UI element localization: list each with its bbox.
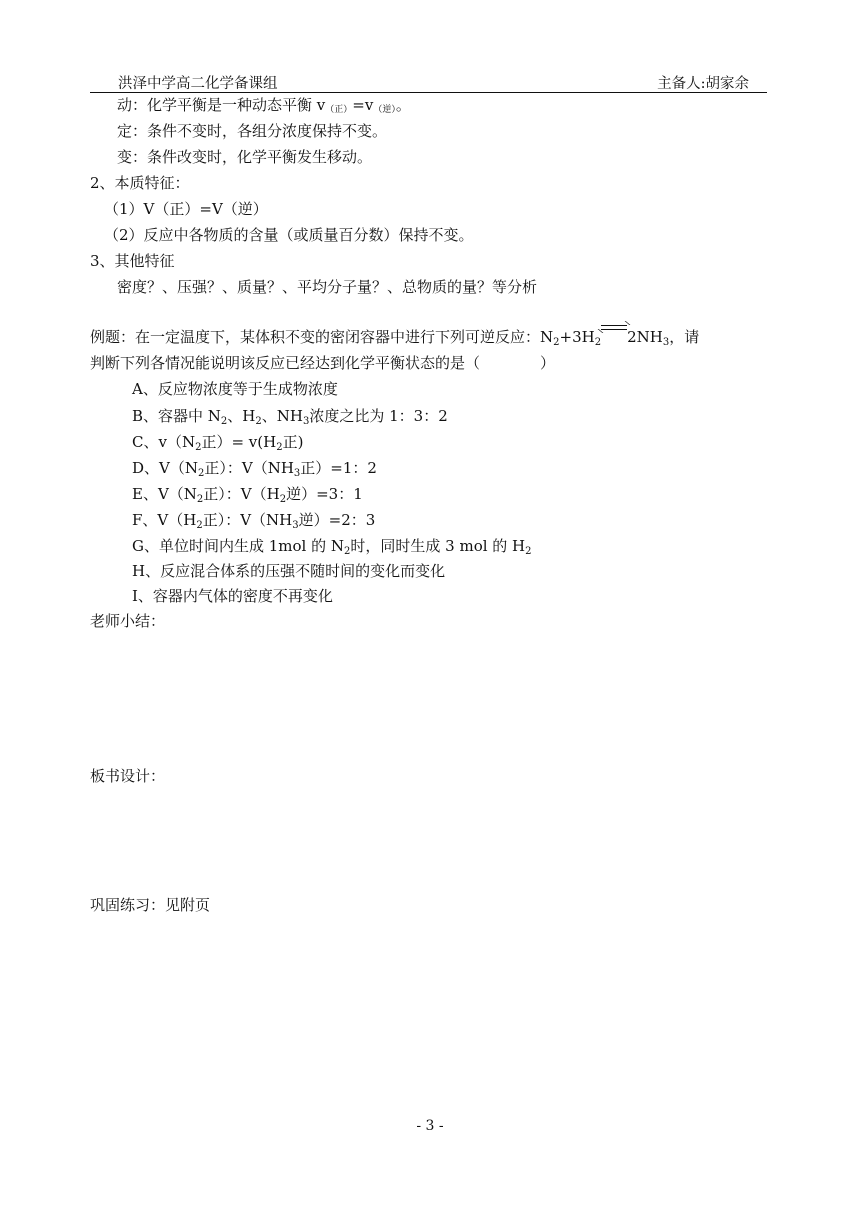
equilibrium-arrow-icon bbox=[601, 331, 627, 345]
section-2-title: 2、本质特征： bbox=[90, 174, 190, 192]
option-f: F、$V(H_2$正）：$V(NH_3$逆）=2：3 bbox=[132, 511, 376, 531]
feature-ding: 定：条件不变时，各组分浓度保持不变。 bbox=[117, 122, 388, 140]
header-left: 洪泽中学高二化学备课组 bbox=[118, 76, 278, 92]
section-3-title: 3、其他特征 bbox=[90, 252, 175, 270]
option-i: I、容器内气体的密度不再变化 bbox=[132, 587, 333, 605]
option-h: H、反应混合体系的压强不随时间的变化而变化 bbox=[132, 562, 446, 580]
teacher-summary-label: 老师小结： bbox=[90, 612, 166, 630]
feature-bian: 变：条件改变时，化学平衡发生移动。 bbox=[117, 148, 373, 166]
example-line-2: 判断下列各情况能说明该反应已经达到化学平衡状态的是（ ） bbox=[90, 354, 556, 372]
option-a: A、反应物浓度等于生成物浓度 bbox=[132, 380, 338, 398]
page-number: - 3 - bbox=[416, 1118, 444, 1134]
option-e: E、$V(N_2$正）：$V(H_2$逆）=3：1 bbox=[132, 485, 363, 505]
section-3-text: 密度？、压强？、质量？、平均分子量？、总物质的量？等分析 bbox=[117, 278, 538, 296]
header-right: 主备人:胡家余 bbox=[657, 76, 749, 92]
practice-label: 巩固练习：见附页 bbox=[90, 896, 211, 914]
board-design-label: 板书设计： bbox=[90, 767, 166, 785]
page-header bbox=[90, 70, 767, 93]
section-2-item-1: （1）V（正）=V（逆） bbox=[104, 200, 268, 218]
feature-dong: 动：化学平衡是一种动态平衡 v（正）=v（逆）。 bbox=[117, 96, 411, 115]
option-g: G、单位时间内生成 1mol 的 $N_2$时，同时生成 3 mol 的 $H_2$ bbox=[132, 537, 532, 557]
option-c: C、$v(N_2$正）= $v(H_2$正) bbox=[132, 433, 304, 453]
section-2-item-2: （2）反应中各物质的含量（或质量百分数）保持不变。 bbox=[104, 226, 474, 244]
option-d: D、$V(N_2$正）：$V(NH_3$正）=1：2 bbox=[132, 459, 377, 479]
example-line-1: 例题：在一定温度下，某体积不变的密闭容器中进行下列可逆反应：$N_2+3H_2$ $2NH_3$，请 bbox=[90, 327, 699, 347]
option-b: B、容器中 $N_2$、$H_2$、$NH_3$浓度之比为 1：3：2 bbox=[132, 407, 448, 427]
